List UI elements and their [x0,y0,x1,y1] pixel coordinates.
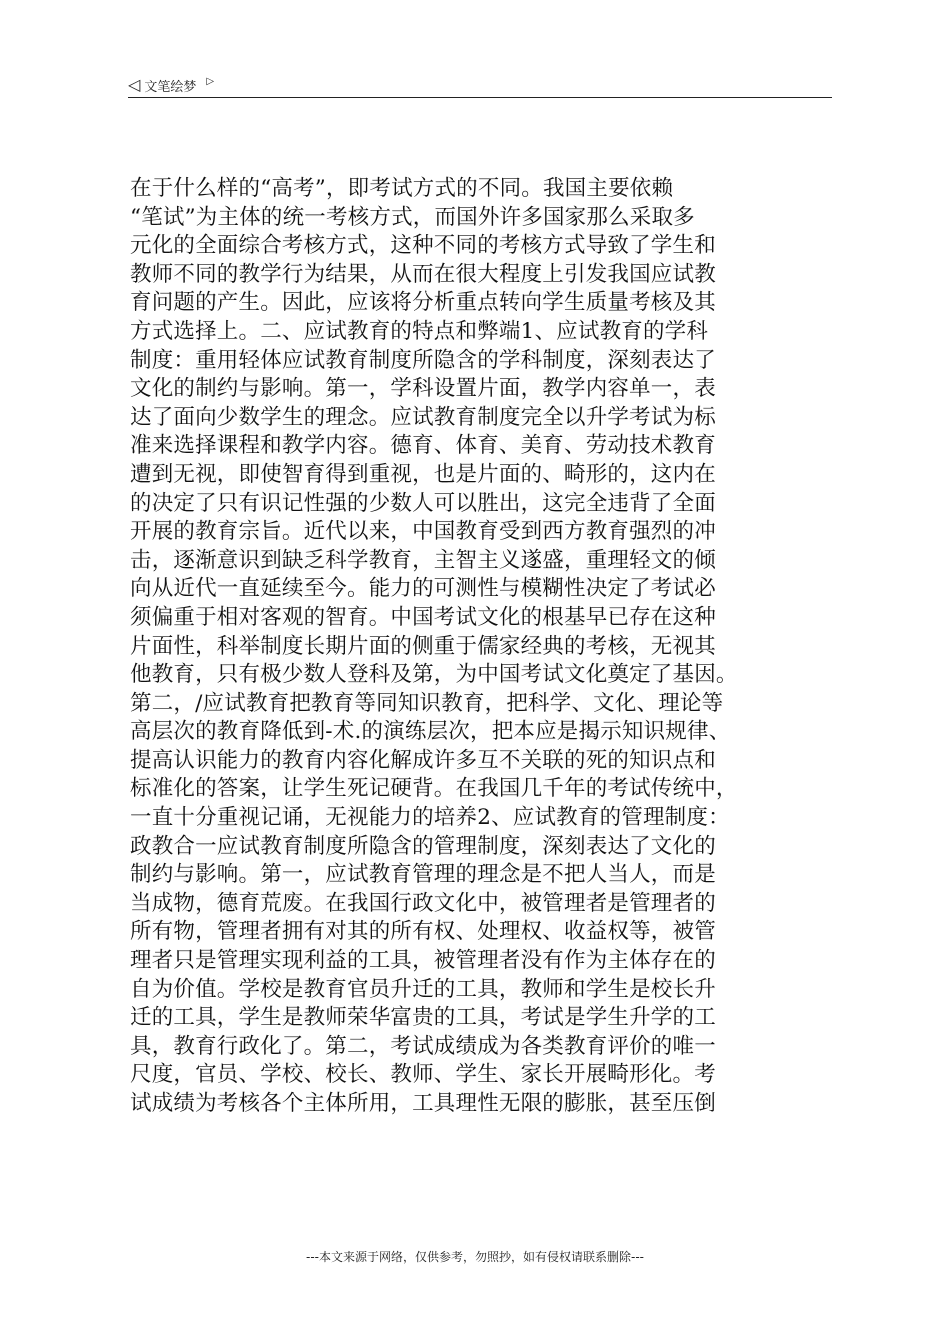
body-text-line: 所有物，管理者拥有对其的所有权、处理权、收益权等，被管 [130,919,716,945]
body-text-line: 理者只是管理实现利益的工具，被管理者没有作为主体存在的 [130,948,716,974]
body-text-line: 元化的全面综合考核方式，这种不同的考核方式导致了学生和 [130,233,716,259]
body-text-line: 迁的工具，学生是教师荣华富贵的工具，考试是学生升学的工 [130,1005,716,1031]
header-title: 文笔绘梦 [144,79,197,95]
document-body [130,175,820,1119]
body-text-line: 当成物，德育荒废。在我国行政文化中，被管理者是管理者的 [130,890,716,916]
triangle-left-icon: ◁ [128,75,141,94]
body-text-line: 须偏重于相对客观的智育。中国考试文化的根基早已存在这种 [130,604,716,630]
body-text-line: 教师不同的教学行为结果，从而在很大程度上引发我国应试教 [130,261,716,287]
body-text-line: 提高认识能力的教育内容化解成许多互不关联的死的知识点和 [130,747,716,773]
body-text-line: 在于什么样的“高考”，即考试方式的不同。我国主要依赖 [130,176,674,201]
body-text-line: 向从近代一直延续至今。能力的可测性与模糊性决定了考试必 [130,576,716,602]
page-footer: ---本文来源于网络，仅供参考，勿照抄，如有侵权请联系删除--- [306,1250,644,1264]
body-text-line: 制度：重用轻体应试教育制度所隐含的学科制度，深刻表达了 [130,347,716,373]
body-text-line: 片面性，科举制度长期片面的侧重于儒家经典的考核，无视其 [130,633,716,659]
header-divider [128,97,832,98]
body-text-line: 政教合一应试教育制度所隐含的管理制度，深刻表达了文化的 [130,833,716,859]
body-text-line: 具，教育行政化了。第二，考试成绩成为各类教育评价的唯一 [130,1033,716,1059]
body-text-line: 标准化的答案，让学生死记硬背。在我国几千年的考试传统中， [130,776,738,802]
body-text-line: 开展的教育宗旨。近代以来，中国教育受到西方教育强烈的冲 [130,519,716,545]
page-header [128,74,214,96]
body-text-line: 的决定了只有识记性强的少数人可以胜出，这完全违背了全面 [130,490,716,516]
body-text-line: 第二，/应试教育把教育等同知识教育，把科学、文化、理论等 [130,690,724,716]
body-text-line: 试成绩为考核各个主体所用，工具理性无限的膨胀，甚至压倒 [130,1091,716,1116]
body-text-line: “笔试”为主体的统一考核方式，而国外许多国家那么采取多 [130,204,695,230]
body-text-line: 击，逐渐意识到缺乏科学教育，主智主义遂盛，重理轻文的倾 [130,547,716,573]
body-text-line: 一直十分重视记诵，无视能力的培养2、应试教育的管理制度： [130,805,730,831]
body-text-line: 育问题的产生。因此，应该将分析重点转向学生质量考核及其 [130,290,716,316]
body-text-line: 方式选择上。二、应试教育的特点和弊端1、应试教育的学科 [130,318,709,344]
body-text-line: 他教育，只有极少数人登科及第，为中国考试文化奠定了基因。 [130,662,738,688]
body-text-line: 达了面向少数学生的理念。应试教育制度完全以升学考试为标 [130,404,716,430]
triangle-right-icon: ▷ [206,76,215,87]
body-text-line: 文化的制约与影响。第一，学科设置片面，教学内容单一，表 [130,376,716,402]
body-text-line: 遭到无视，即使智育得到重视，也是片面的、畸形的，这内在 [130,461,716,487]
body-text-line: 制约与影响。第一，应试教育管理的理念是不把人当人，而是 [130,862,716,888]
body-text-line: 高层次的教育降低到-术.的演练层次，把本应是揭示知识规律、 [130,719,731,745]
body-text-line: 尺度，官员、学校、校长、教师、学生、家长开展畸形化。考 [130,1062,716,1088]
body-text-line: 自为价值。学校是教育官员升迁的工具，教师和学生是校长升 [130,976,716,1002]
body-text-line: 准来选择课程和教学内容。德育、体育、美育、劳动技术教育 [130,433,716,459]
